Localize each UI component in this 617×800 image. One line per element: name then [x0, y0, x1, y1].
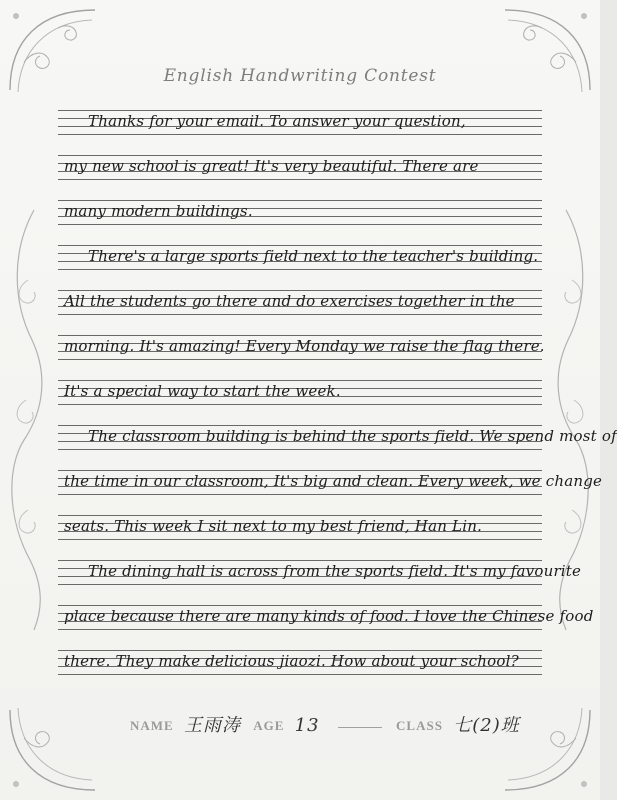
handwritten-line: Thanks for your email. To answer your question,	[88, 112, 466, 130]
handwritten-line: many modern buildings.	[64, 202, 253, 220]
age-underline	[338, 727, 382, 728]
handwritten-line: place because there are many kinds of food. I love the Chinese food	[64, 607, 594, 625]
handwritten-line: It's a special way to start the week.	[64, 382, 341, 400]
writing-line	[58, 110, 542, 140]
writing-line	[58, 380, 542, 410]
handwritten-line: There's a large sports field next to the teacher's building.	[88, 247, 539, 265]
student-info	[130, 710, 528, 736]
writing-line	[58, 155, 542, 185]
writing-line	[58, 200, 542, 230]
writing-line	[58, 290, 542, 320]
age-value: 13	[294, 715, 320, 736]
corner-flourish-icon	[0, 690, 110, 800]
class-value: 七(2)班	[453, 715, 520, 736]
writing-line	[58, 650, 542, 680]
writing-line	[58, 245, 542, 275]
class-label: CLASS	[396, 718, 443, 733]
corner-flourish-icon	[490, 690, 600, 800]
handwritten-line: my new school is great! It's very beautiful. There are	[64, 157, 479, 175]
handwritten-line: All the students go there and do exercises together in the	[64, 292, 515, 310]
writing-line	[58, 515, 542, 545]
side-flourish-icon	[4, 210, 50, 630]
ruled-writing-area	[58, 110, 617, 700]
writing-line	[58, 560, 582, 590]
name-value: 王雨涛	[183, 715, 241, 736]
writing-line	[58, 605, 594, 635]
writing-line	[58, 470, 603, 500]
handwritten-line: the time in our classroom, It's big and clean. Every week, we change	[64, 472, 603, 490]
handwritten-line: there. They make delicious jiaozi. How about your school?	[64, 652, 519, 670]
writing-line	[58, 335, 545, 365]
handwritten-line: seats. This week I sit next to my best friend, Han Lin.	[64, 517, 483, 535]
corner-flourish-icon	[0, 0, 110, 110]
age-label: AGE	[253, 718, 285, 733]
corner-flourish-icon	[490, 0, 600, 110]
handwritten-line: The classroom building is behind the sports field. We spend most of	[88, 427, 617, 445]
handwritten-line: morning. It's amazing! Every Monday we raise the flag there.	[64, 337, 545, 355]
writing-line	[58, 425, 617, 455]
handwritten-line: The dining hall is across from the sports field. It's my favourite	[88, 562, 582, 580]
name-label: NAME	[130, 718, 174, 733]
page-title: English Handwriting Contest	[163, 66, 437, 86]
